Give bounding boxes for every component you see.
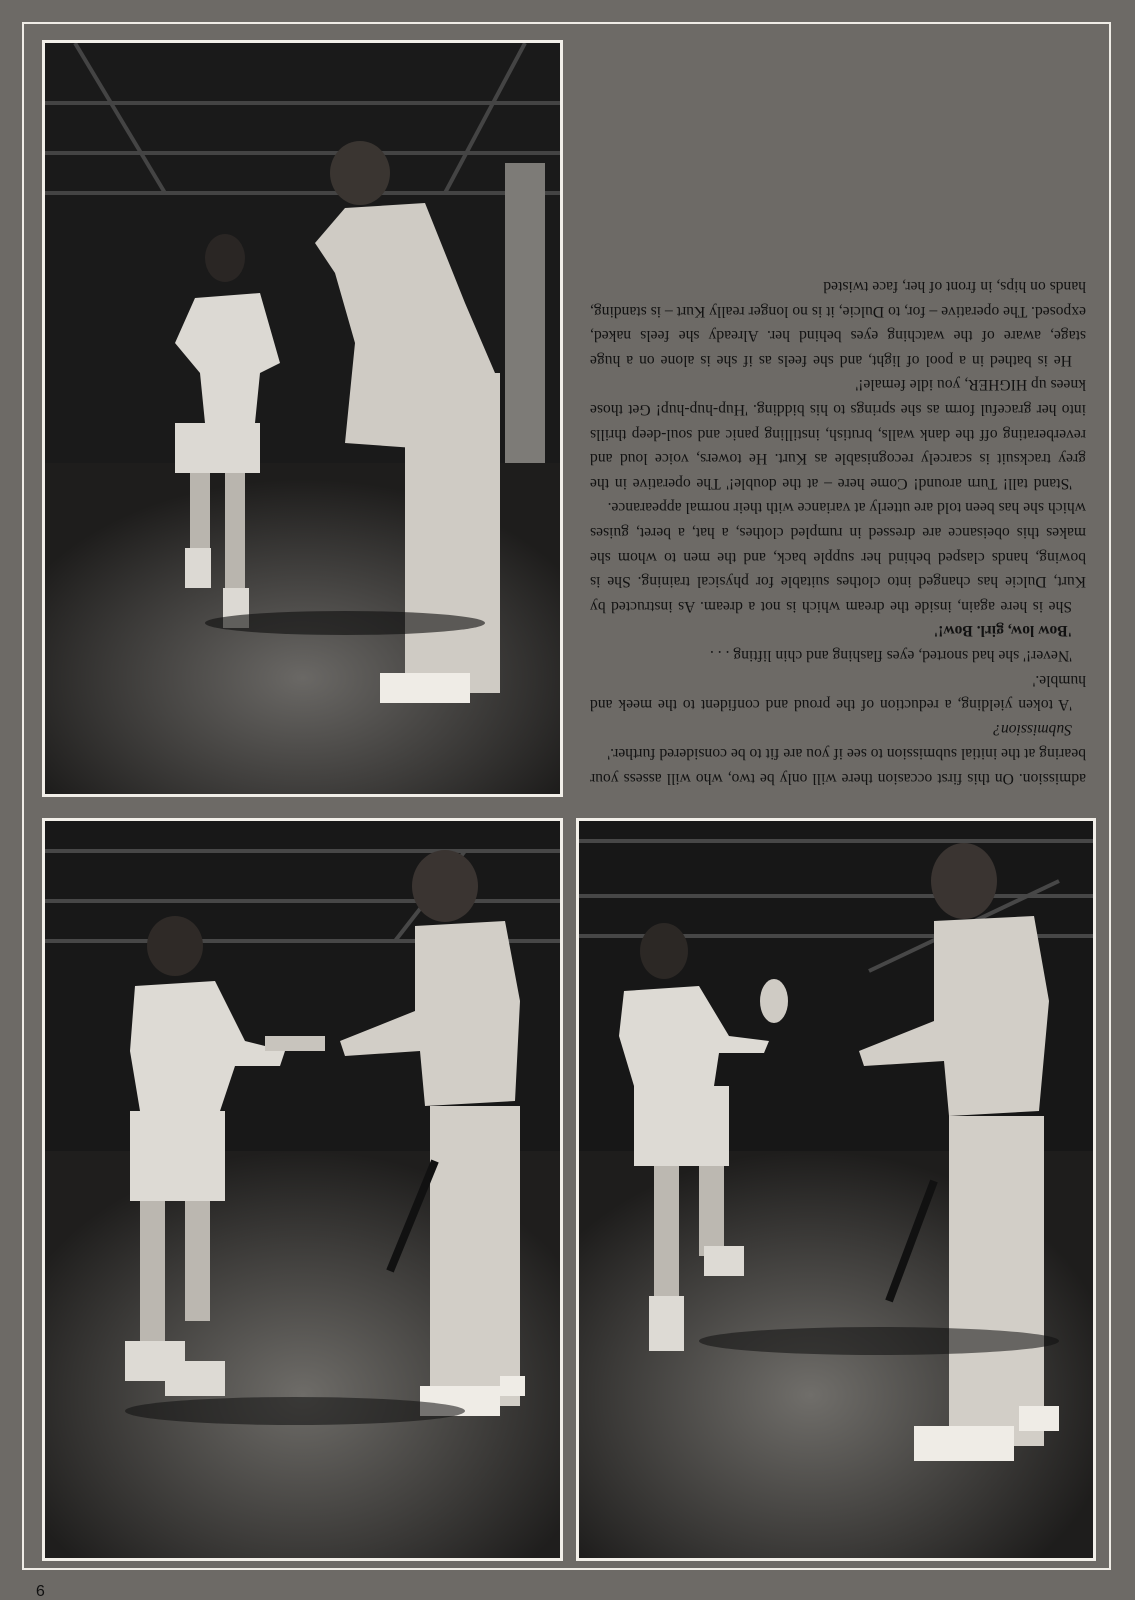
paragraph: 'Stand tall! Turn around! Come here – at the double!' The operative in the grey tracksuit is scarcely recognisable as Kurt. He towers, voice loud and reverberating off the dank walls, brutish, instilling panic and soul-deep thrills into her graceful form as she springs to his bidding. 'Hup-hup-hup! Get those knees up HIGHER, you idle female!'	[590, 376, 1086, 492]
paragraph: admission. On this first occasion there will only be two, who will assess your bearing at the initial submission to see if you are fit to be considered further.'	[590, 745, 1086, 787]
paragraph: He is bathed in a pool of light, and she feels as if she is alone on a huge stage, aware of the watching eyes behind her. Already she feels naked, exposed. The operative – for, to Dulcie, it is no longer really Kurt – is standing, hands on hips, in front of her, face twisted	[590, 278, 1086, 369]
paragraph: 'Never!' she had snorted, eyes flashing and chin lifting . . .	[709, 647, 1072, 665]
paragraph: 'Bow low, girl. Bow!'	[933, 622, 1072, 640]
article-text	[590, 60, 1086, 790]
paragraph: Submission?	[993, 720, 1072, 738]
page-number: 9	[36, 1581, 45, 1598]
photo-bottom-left	[42, 818, 563, 1561]
photo-bottom-right	[576, 818, 1096, 1561]
paragraph: 'A token yielding, a reduction of the proud and confident to the meek and humble.'	[590, 671, 1086, 714]
photo-top-left	[42, 40, 563, 797]
paragraph: She is here again, inside the dream which is not a dream. As instructed by Kurt, Dulcie has changed into clothes suitable for physical training. She is bowing, hands clasped behind her supple back, and the men to whom she makes this obeisance are dressed in rumpled clothes, a hat, a beret, guises which she has been told are utterly at variance with their normal appearance.	[590, 499, 1086, 615]
